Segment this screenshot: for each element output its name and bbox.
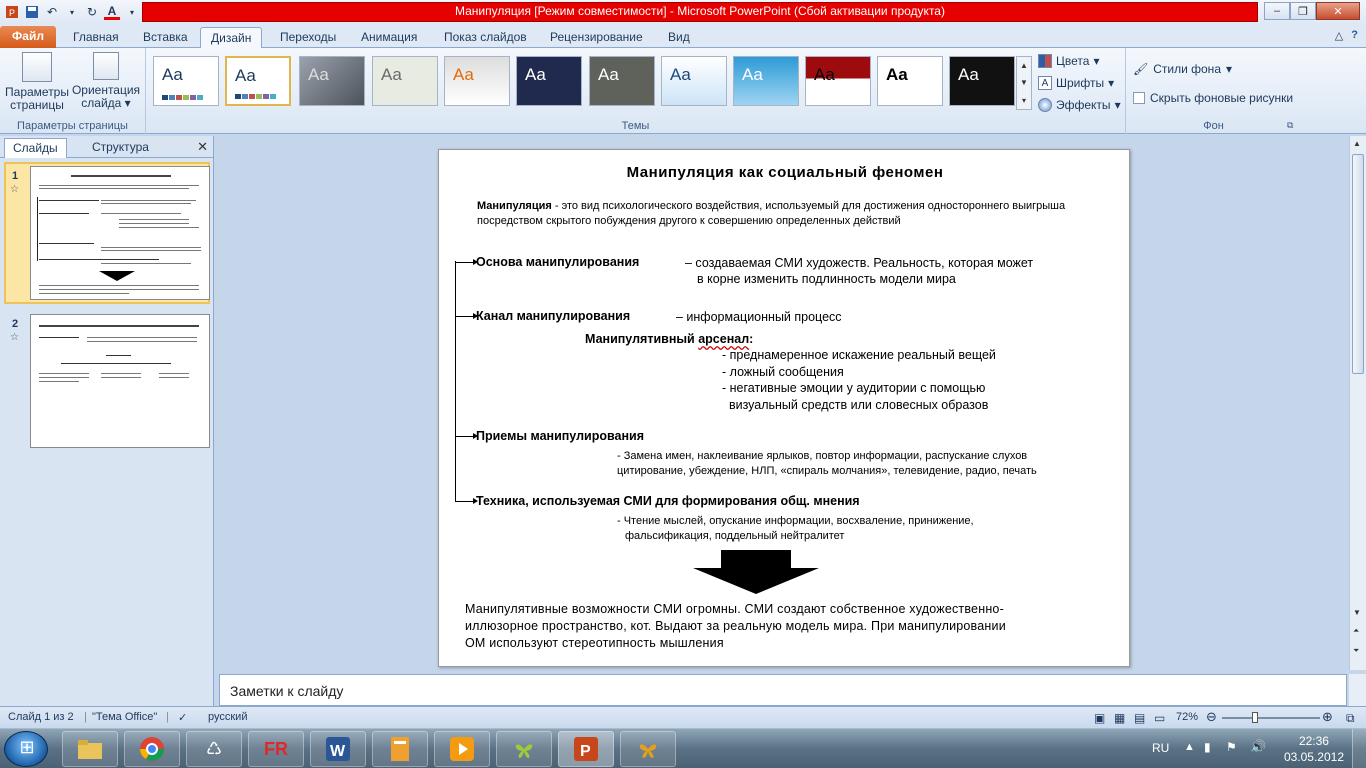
conclusion-paragraph[interactable]: Манипулятивные возможности СМИ огромны. СМИ создают собственное художественно- иллюзорное пространство, кот. Выдают за реальную модель мира. При манипулировании ОМ используют стереотипность мышления <box>465 602 1006 650</box>
theme-name[interactable]: "Тема Office" <box>92 711 158 723</box>
themes-gallery <box>153 56 1031 110</box>
tray-expand-icon[interactable]: ▲ <box>1184 741 1195 753</box>
theme-sky[interactable]: Aa <box>733 56 799 106</box>
theme-navy[interactable]: Aa <box>516 56 582 106</box>
technique-text-2[interactable]: фальсификация, поддельный нейтралитет <box>625 530 845 542</box>
themes-group-label: Темы <box>621 120 650 132</box>
ribbon-tab-bar <box>0 24 1366 48</box>
theme-red[interactable]: Aa <box>805 56 871 106</box>
window-controls <box>1264 2 1360 20</box>
definition-text: - это вид психологического воздействия, используемый для достижения одностороннего выигрыша посредством скрытого побуждения другого к совершению определенных действий <box>477 200 1066 227</box>
theme-office[interactable]: Aa <box>225 56 291 106</box>
theme-orange[interactable]: Aa <box>444 56 510 106</box>
slide-thumbnail-2[interactable] <box>4 310 210 452</box>
zoom-out-icon[interactable]: ⊖ <box>1206 709 1217 724</box>
zoom-slider[interactable] <box>1222 717 1320 719</box>
arsenal-item[interactable]: - ложный сообщения <box>722 365 844 379</box>
slide-thumbnail-1[interactable] <box>4 162 210 304</box>
page-setup-icon <box>22 52 52 82</box>
scroll-thumb[interactable] <box>1352 154 1364 374</box>
orientation-icon <box>93 52 119 80</box>
window-title: Манипуляция [Режим совместимости] - Microsoft PowerPoint (Сбой активации продукта) <box>455 4 945 18</box>
arsenal-item[interactable]: - негативные эмоции у аудитории с помощью <box>722 381 986 395</box>
page-setup-button[interactable]: Параметры страницы <box>4 52 70 112</box>
minimize-button[interactable]: – <box>1264 2 1290 20</box>
methods-heading[interactable]: Приемы манипулирования <box>476 429 644 443</box>
theme-olive[interactable]: Aa <box>589 56 655 106</box>
connector-arrow <box>455 436 476 437</box>
methods-text-1[interactable]: - Замена имен, наклеивание ярлыков, повтор информации, распускание слухов <box>617 450 1028 462</box>
arsenal-item[interactable]: визуальный средств или словесных образов <box>722 398 989 412</box>
fonts-icon: A <box>1038 76 1052 90</box>
basis-text-1[interactable]: – создаваемая СМИ художеств. Реальность, которая может <box>685 256 1034 270</box>
effects-icon <box>1038 98 1052 112</box>
network-icon[interactable]: ▮ <box>1204 740 1211 754</box>
colors-button[interactable]: Цвета ▾ <box>1038 54 1099 68</box>
start-button[interactable] <box>4 731 48 767</box>
status-divider: | <box>166 711 169 723</box>
undo-icon[interactable]: ↶ <box>46 5 58 19</box>
svg-text:P: P <box>580 743 591 760</box>
butterfly-app-2-taskbar-icon[interactable] <box>620 731 676 767</box>
minimize-ribbon-icon[interactable]: △ <box>1334 30 1344 42</box>
orientation-button[interactable]: Ориентация слайда ▾ <box>70 52 142 110</box>
gallery-scroll <box>1016 56 1032 110</box>
scroll-down-icon[interactable]: ▼ <box>1353 608 1361 617</box>
slide-canvas[interactable] <box>438 149 1130 667</box>
archive-taskbar-icon[interactable] <box>372 731 428 767</box>
slideshow-view-icon[interactable]: ▭ <box>1154 711 1166 725</box>
help-icon[interactable]: ? <box>1351 29 1358 41</box>
ribbon <box>0 48 1366 134</box>
fonts-button[interactable]: A Шрифты ▾ <box>1038 76 1114 90</box>
gallery-down-icon[interactable]: ▼ <box>1020 78 1028 88</box>
page-setup-group <box>0 48 146 134</box>
redo-icon[interactable]: ↻ <box>86 5 98 19</box>
methods-text-2[interactable]: цитирование, убеждение, НЛП, «спираль молчания», телевидение, радио, печать <box>617 465 1037 477</box>
media-player-taskbar-icon[interactable] <box>434 731 490 767</box>
tab-insert[interactable]: Вставка <box>143 30 188 44</box>
language-indicator[interactable]: русский <box>208 711 248 723</box>
checkbox-icon <box>1133 92 1145 104</box>
color-swatches <box>162 95 203 100</box>
tab-view[interactable]: Вид <box>668 30 690 44</box>
status-bar <box>0 706 1366 728</box>
word-taskbar-icon[interactable] <box>310 731 366 767</box>
tab-review[interactable]: Рецензирование <box>550 30 643 44</box>
next-slide-icon[interactable]: ⏷ <box>1353 646 1360 655</box>
tab-design[interactable]: Дизайн <box>200 27 262 48</box>
zoom-in-icon[interactable]: ⊕ <box>1322 709 1333 724</box>
tab-slides[interactable]: Слайды <box>4 138 67 158</box>
scroll-up-icon[interactable]: ▲ <box>1353 139 1361 148</box>
definition-paragraph[interactable] <box>477 199 1117 229</box>
explorer-taskbar-icon[interactable] <box>62 731 118 767</box>
gallery-up-icon[interactable]: ▲ <box>1020 61 1028 70</box>
theme-black[interactable]: Aa <box>949 56 1015 106</box>
spellcheck-icon[interactable]: ✓ <box>178 712 188 724</box>
background-group-label: Фон <box>1203 120 1224 132</box>
basis-text-2[interactable]: в корне изменить подлинность модели мира <box>697 272 956 286</box>
color-swatches <box>235 94 276 99</box>
technique-heading[interactable]: Техника, используемая СМИ для формирования общ. мнения <box>476 494 860 508</box>
slide-counter: Слайд 1 из 2 <box>8 711 74 723</box>
fit-to-window-icon[interactable]: ⧉ <box>1346 711 1355 725</box>
zoom-level[interactable]: 72% <box>1176 711 1199 723</box>
technique-text-1[interactable]: - Чтение мыслей, опускание информации, восхваление, принижение, <box>617 515 974 527</box>
restore-button[interactable]: ❐ <box>1290 2 1316 20</box>
arsenal-item[interactable]: - преднамеренное искажение реальный вещей <box>722 348 996 362</box>
background-styles-icon: 🖌 <box>1133 62 1149 76</box>
close-button[interactable]: ✕ <box>1316 2 1360 20</box>
font-color-icon[interactable]: A <box>104 4 120 20</box>
gallery-more-icon[interactable]: ▾ <box>1021 95 1026 105</box>
fr-app-taskbar-icon[interactable]: FR <box>248 731 304 767</box>
input-language[interactable]: RU <box>1152 741 1170 755</box>
svg-text:W: W <box>330 743 346 760</box>
slide-number: 1 <box>12 170 19 182</box>
customize-qat-icon[interactable]: ▾ <box>129 7 134 17</box>
connector-vertical <box>455 261 456 502</box>
star-icon: ☆ <box>10 332 19 343</box>
tab-home[interactable]: Главная <box>73 30 119 44</box>
tab-animation[interactable]: Анимация <box>361 30 418 44</box>
background-styles-button[interactable]: 🖌 Стили фона ▾ <box>1133 62 1233 76</box>
notes-scrollbar[interactable] <box>1349 674 1366 706</box>
channel-text[interactable]: – информационный процесс <box>676 310 842 324</box>
tab-outline[interactable]: Структура <box>92 140 149 154</box>
hide-background-checkbox[interactable]: Скрыть фоновые рисунки <box>1133 91 1293 105</box>
vertical-scrollbar[interactable] <box>1349 136 1366 670</box>
tab-transitions[interactable]: Переходы <box>280 30 337 44</box>
quick-access-toolbar <box>4 3 140 21</box>
title-bar <box>0 0 1366 24</box>
undo-dropdown-icon[interactable]: ▾ <box>69 7 74 17</box>
slides-panel <box>0 136 214 706</box>
down-arrow-shape[interactable] <box>693 550 819 594</box>
recycle-taskbar-icon[interactable]: ♺ <box>186 731 242 767</box>
panel-tabs <box>0 136 214 158</box>
svg-text:P: P <box>9 8 16 18</box>
reading-view-icon[interactable]: ▤ <box>1134 711 1146 725</box>
slide-thumbnail-image <box>30 166 210 300</box>
slide-number: 2 <box>12 318 19 330</box>
dialog-launcher-icon[interactable]: ⧉ <box>1287 120 1294 130</box>
powerpoint-taskbar-icon[interactable] <box>558 731 614 767</box>
ribbon-help-area <box>1335 29 1358 42</box>
windows-taskbar <box>0 728 1366 768</box>
star-icon: ☆ <box>10 184 19 195</box>
volume-icon[interactable]: 🔊 <box>1250 739 1267 754</box>
status-divider: | <box>84 711 87 723</box>
slide-title[interactable]: Манипуляция как социальный феномен <box>626 164 944 181</box>
chrome-taskbar-icon[interactable] <box>124 731 180 767</box>
system-clock[interactable]: 22:36 03.05.2012 <box>1283 734 1344 764</box>
channel-heading[interactable]: Канал манипулирования <box>476 309 631 323</box>
butterfly-app-taskbar-icon[interactable] <box>496 731 552 767</box>
close-panel-icon[interactable]: ✕ <box>197 139 208 154</box>
effects-button[interactable]: Эффекты ▾ <box>1038 98 1121 112</box>
tab-slideshow[interactable]: Показ слайдов <box>444 30 527 44</box>
page-setup-group-label: Параметры страницы <box>17 120 128 132</box>
definition-term: Манипуляция <box>477 200 552 212</box>
zoom-slider-knob[interactable] <box>1252 712 1258 723</box>
connector-arrow <box>455 262 476 263</box>
show-desktop-button[interactable] <box>1352 729 1366 768</box>
arsenal-heading[interactable]: Манипулятивный арсенал: <box>585 332 754 346</box>
slide-thumbnail-image <box>30 314 210 448</box>
theme-light-blue[interactable]: Aa <box>661 56 727 106</box>
prev-slide-icon[interactable]: ⏶ <box>1353 626 1360 635</box>
normal-view-icon[interactable]: ▣ <box>1094 711 1106 725</box>
connector-arrow <box>455 316 476 317</box>
powerpoint-app-icon[interactable] <box>4 4 20 20</box>
theme-light-pattern[interactable]: Aa <box>372 56 438 106</box>
slide-sorter-icon[interactable]: ▦ <box>1114 711 1126 725</box>
colors-icon <box>1038 54 1052 68</box>
theme-office-current[interactable]: Aa <box>153 56 219 106</box>
notes-pane[interactable]: Заметки к слайду <box>219 674 1347 706</box>
basis-heading[interactable]: Основа манипулирования <box>476 255 640 269</box>
theme-bold[interactable]: Aa <box>877 56 943 106</box>
action-center-icon[interactable]: ⚑ <box>1226 740 1237 754</box>
tab-file[interactable]: Файл <box>0 26 56 48</box>
connector-arrow <box>455 501 476 502</box>
save-icon[interactable] <box>24 4 40 20</box>
theme-gray-gradient[interactable]: Aa <box>299 56 365 106</box>
